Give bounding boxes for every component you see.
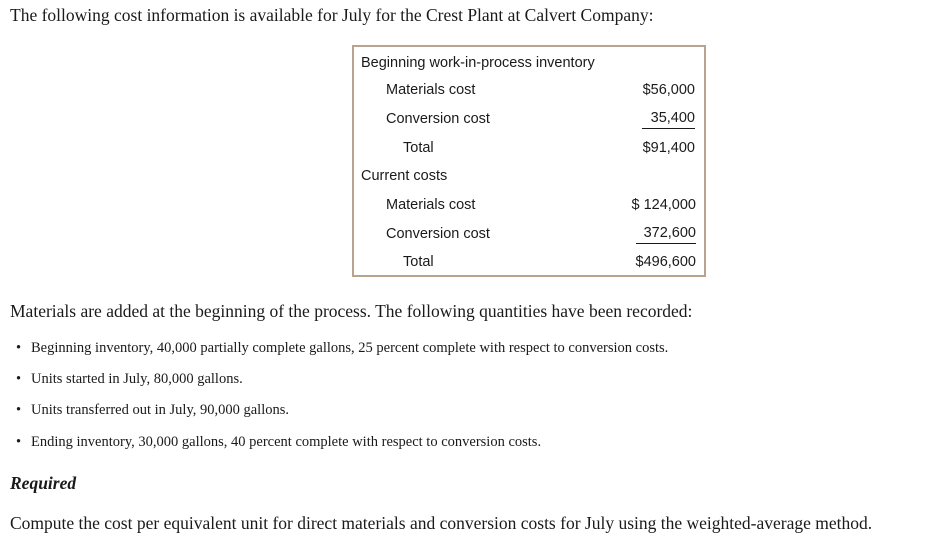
current-materials-value: $ 124,000 (631, 197, 696, 213)
list-item-text: Ending inventory, 30,000 gallons, 40 percent complete with respect to conversion costs. (31, 434, 542, 450)
beginning-total-label: Total (403, 140, 434, 156)
current-conversion-value: 372,600 (636, 224, 696, 244)
beginning-materials-value: $56,000 (642, 82, 695, 98)
current-conversion-row (354, 223, 704, 245)
current-materials-label: Materials cost (386, 197, 476, 213)
intro-text: The following cost information is available for July for the Crest Plant at Calvert Company: (10, 5, 654, 25)
beginning-materials-label: Materials cost (386, 82, 476, 98)
bullet-icon: • (16, 371, 22, 387)
list-item-text: Beginning inventory, 40,000 partially complete gallons, 25 percent complete with respect to conversion costs. (31, 340, 669, 356)
list-item-text: Units started in July, 80,000 gallons. (31, 371, 243, 387)
beginning-wip-header-row (354, 52, 704, 74)
beginning-materials-row (354, 79, 704, 101)
current-total-value: $496,600 (635, 254, 696, 270)
beginning-conversion-value: 35,400 (642, 109, 695, 129)
materials-note: Materials are added at the beginning of the process. The following quantities have been recorded: (10, 301, 693, 321)
current-costs-header: Current costs (361, 168, 448, 184)
instruction-text: Compute the cost per equivalent unit for direct materials and conversion costs for July using the weighted-average method. (10, 513, 873, 533)
beginning-conversion-row (354, 108, 704, 130)
beginning-total-row (354, 137, 704, 159)
current-total-row (354, 251, 704, 273)
beginning-wip-header: Beginning work-in-process inventory (361, 55, 595, 71)
current-costs-header-row (354, 165, 704, 187)
beginning-conversion-label: Conversion cost (386, 111, 490, 127)
cost-table (352, 45, 706, 277)
current-materials-row (354, 194, 704, 216)
bullet-icon: • (16, 340, 22, 356)
current-conversion-label: Conversion cost (386, 226, 490, 242)
beginning-total-value: $91,400 (642, 140, 695, 156)
bullet-icon: • (16, 402, 22, 418)
list-item-text: Units transferred out in July, 90,000 gallons. (31, 402, 290, 418)
current-total-label: Total (403, 254, 434, 270)
required-heading: Required (10, 473, 77, 493)
bullet-icon: • (16, 434, 22, 450)
